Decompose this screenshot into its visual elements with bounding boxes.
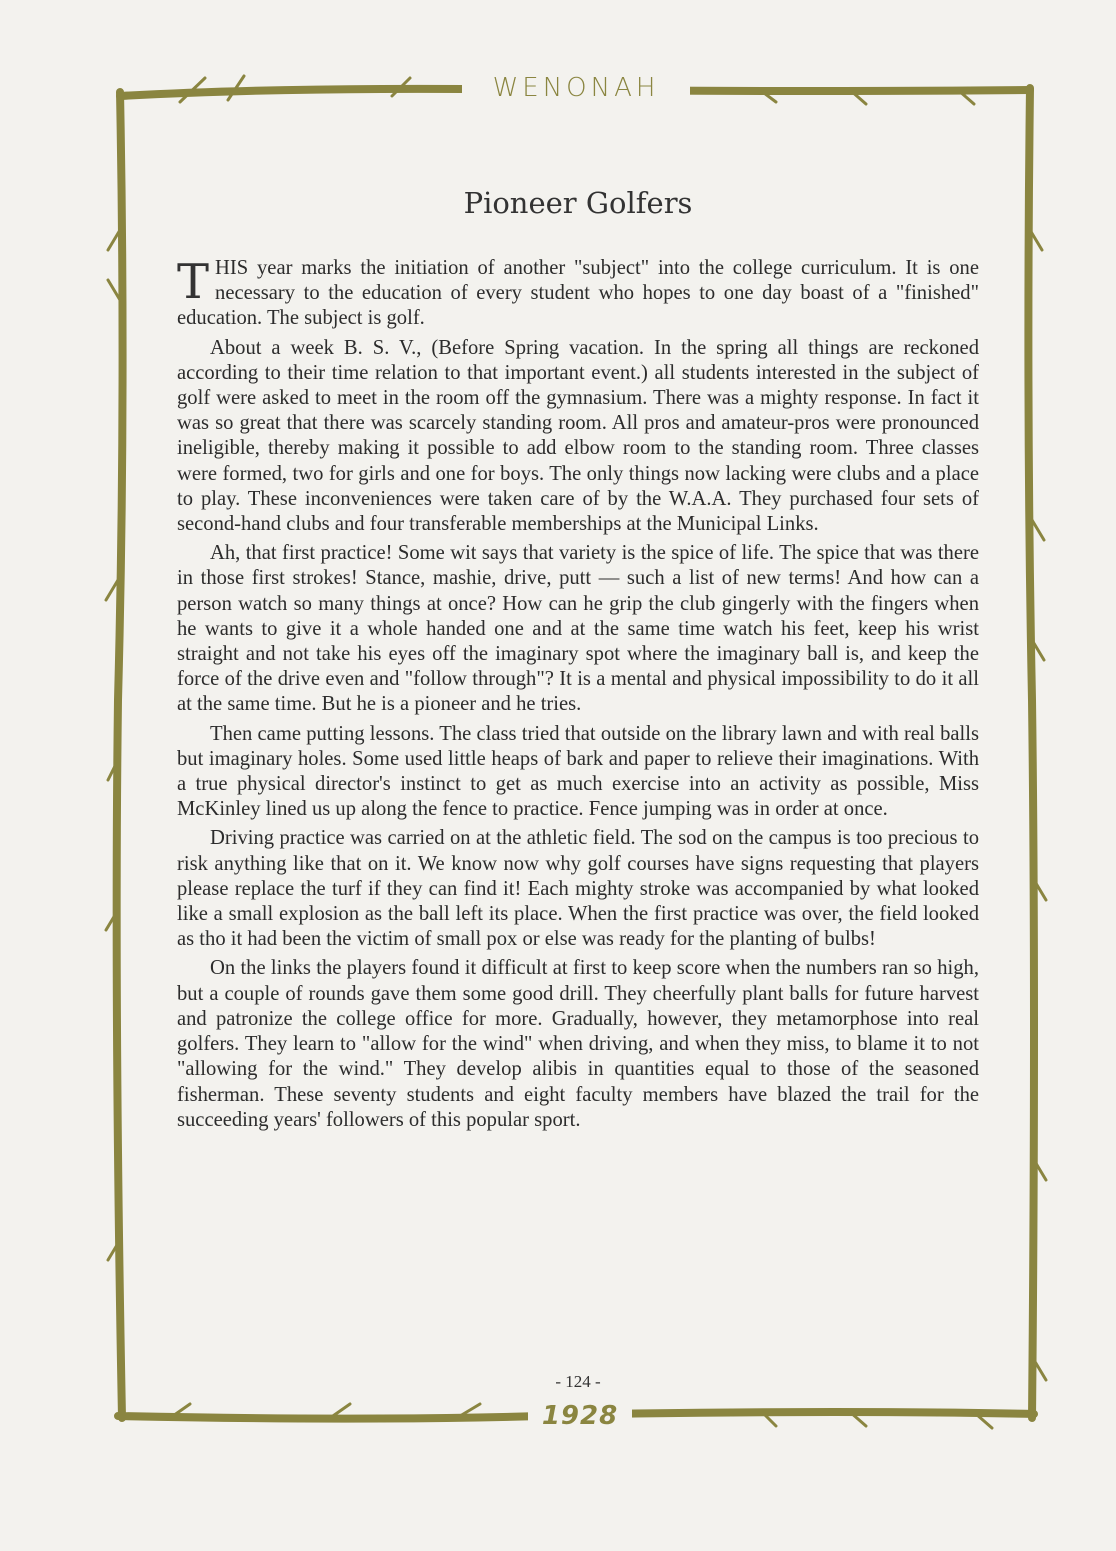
year-mark: 1928 [528, 1401, 632, 1431]
page-title: Pioneer Golfers [463, 186, 693, 220]
article-paragraph: Then came putting lessons. The class tried that outside on the library lawn and with real balls but imaginary holes. Some used little heaps of bark and paper to relieve their imaginations. With a true physical director's instinct to get as much exercise into an activity as possible, Miss McKinley lined us up along the fence to practice. Fence jumping was in order at once. [177, 722, 979, 821]
article-paragraph: THIS year marks the initiation of another "subject" into the college curriculum. It is one necessary to the education of every student who hopes to one day boast of a "finished" education. The subject is golf. [177, 254, 979, 330]
drop-cap: T [177, 254, 210, 310]
article-body [177, 256, 979, 1137]
article-paragraph: About a week B. S. V., (Before Spring vacation. In the spring all things are reckoned according to their time relation to that important event.) all students interested in the subject of golf were asked to meet in the room off the gymnasium. There was a mighty response. In fact it was so great that there was scarcely standing room. All pros and amateur-pros were pronounced ineligible, thereby making it possible to add elbow room to the standing room. Three classes were formed, two for girls and one for boys. The only things now lacking were clubs and a place to play. These inconveniences were taken care of by the W.A.A. They purchased four sets of second-hand clubs and four transferable memberships at the Municipal Links. [177, 336, 979, 536]
wenonah-wordmark: WENONAH [462, 74, 690, 102]
article-paragraph: On the links the players found it difficult at first to keep score when the numbers ran so high, but a couple of rounds gave them some good drill. They cheerfully plant balls for future harvest and patronize the college office for more. Gradually, however, they metamorphose into real golfers. They learn to "allow for the wind" when driving, and when they miss, to blame it to not "allowing for the wind." They develop alibis in quantities equal to those of the seasoned fisherman. These seventy students and eight faculty members have blazed the trail for the succeeding years' followers of this popular sport. [177, 957, 979, 1131]
article-paragraph: Driving practice was carried on at the athletic field. The sod on the campus is too precious to risk anything like that on it. We know now why golf courses have signs requesting that players please replace the turf if they can find it! Each mighty stroke was accompanied by what looked like a small explosion as the ball left its place. When the first practice was over, the field looked as tho it had been the victim of small pox or else was ready for the planting of bulbs! [177, 827, 979, 951]
page-number: - 124 - [555, 1372, 601, 1391]
article-paragraph: Ah, that first practice! Some wit says that variety is the spice of life. The spice that was there in those first strokes! Stance, mashie, drive, putt — such a list of new terms! And how can a person watch so many things at once? How can he grip the club gingerly with the fingers when he wants to give it a whole handed one and at the same time watch his feet, keep his wrist straight and not take his eyes off the imaginary spot where the imaginary ball is, and keep the force of the drive even and "follow through"? It is a mental and physical impossibility to do it all at the same time. But he is a pioneer and he tries. [177, 542, 979, 716]
